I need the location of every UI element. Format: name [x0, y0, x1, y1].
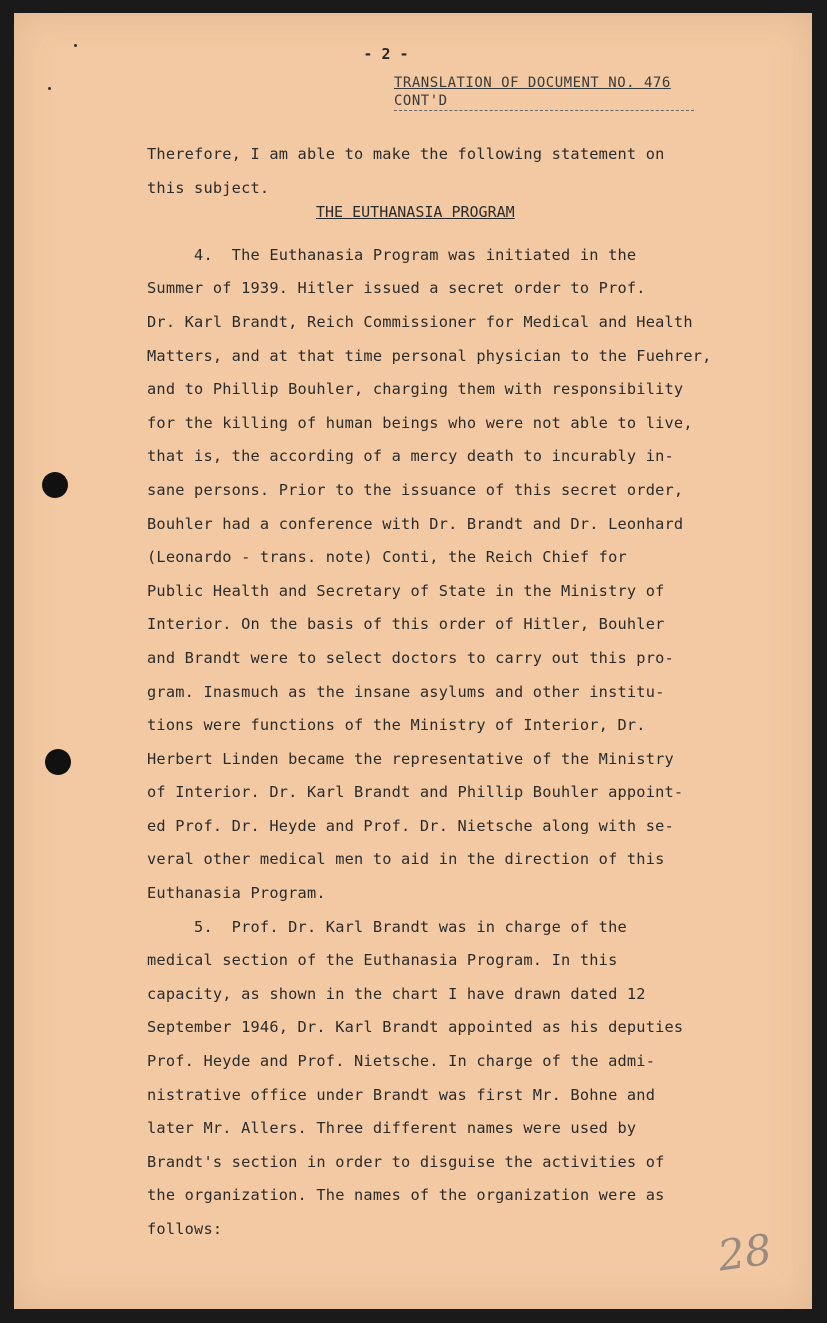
punch-hole	[45, 749, 71, 775]
paragraph-4-line: veral other medical men to aid in the direction of this	[147, 850, 665, 869]
paragraph-5-line: September 1946, Dr. Karl Brandt appointed as his deputies	[147, 1018, 684, 1037]
paragraph-4-line: Public Health and Secretary of State in the Ministry of	[147, 581, 665, 600]
paragraph-5-line: Prof. Heyde and Prof. Nietsche. In charge of the admi-	[147, 1052, 656, 1071]
paragraph-5-line: 5. Prof. Dr. Karl Brandt was in charge of the	[147, 917, 627, 936]
paragraph-4-line: Herbert Linden became the representative of the Ministry	[147, 749, 674, 768]
page-number: - 2 -	[363, 45, 409, 63]
paragraph-5-line: medical section of the Euthanasia Program. In this	[147, 951, 618, 970]
paragraph-4-line: tions were functions of the Ministry of Interior, Dr.	[147, 716, 646, 735]
paragraph-5-line: later Mr. Allers. Three different names were used by	[147, 1119, 637, 1138]
paragraph-4-line: 4. The Euthanasia Program was initiated in the	[147, 245, 637, 264]
paragraph-4-line: Euthanasia Program.	[147, 884, 326, 903]
handwritten-page-note: 28	[714, 1224, 775, 1281]
paper-speck	[74, 44, 77, 47]
paragraph-5-line: the organization. The names of the organization were as	[147, 1186, 665, 1205]
paragraph-4-line: and to Phillip Bouhler, charging them with responsibility	[147, 380, 684, 399]
paragraph-4-line: of Interior. Dr. Karl Brandt and Phillip Bouhler appoint-	[147, 783, 684, 802]
document-body	[147, 138, 767, 1247]
punch-hole	[42, 472, 68, 498]
intro-line: Therefore, I am able to make the following statement on	[147, 145, 665, 163]
paragraph-4-line: and Brandt were to select doctors to carry out this pro-	[147, 648, 674, 667]
paragraph-4-line: for the killing of human beings who were not able to live,	[147, 413, 693, 432]
paragraph-4-line: Dr. Karl Brandt, Reich Commissioner for Medical and Health	[147, 312, 693, 331]
section-title: THE EUTHANASIA PROGRAM	[316, 203, 515, 221]
intro-line: this subject.	[147, 178, 270, 197]
paragraph-4-line: Bouhler had a conference with Dr. Brandt and Dr. Leonhard	[147, 514, 684, 533]
paragraph-4-line: ed Prof. Dr. Heyde and Prof. Dr. Nietsche along with se-	[147, 816, 674, 835]
header-line-1: TRANSLATION OF DOCUMENT NO. 476	[394, 75, 671, 91]
paragraph-4-line: (Leonardo - trans. note) Conti, the Reich Chief for	[147, 548, 627, 567]
paragraph-4-line: Interior. On the basis of this order of Hitler, Bouhler	[147, 615, 665, 634]
paragraph-4-line: Summer of 1939. Hitler issued a secret order to Prof.	[147, 279, 646, 298]
paper-speck	[48, 87, 51, 90]
paragraph-4-line: that is, the according of a mercy death to incurably in-	[147, 447, 674, 466]
title-spacer	[147, 205, 767, 239]
translation-header	[394, 74, 724, 111]
paragraph-5-line: capacity, as shown in the chart I have drawn dated 12	[147, 984, 646, 1003]
paragraph-5-line: nistrative office under Brandt was first Mr. Bohne and	[147, 1085, 656, 1104]
paragraph-4-line: sane persons. Prior to the issuance of this secret order,	[147, 480, 684, 499]
paragraph-5-line: Brandt's section in order to disguise the activities of	[147, 1152, 665, 1171]
header-line-2: CONT'D	[394, 92, 694, 111]
paragraph-4-line: Matters, and at that time personal physician to the Fuehrer,	[147, 346, 712, 365]
paragraph-5-line: follows:	[147, 1220, 223, 1238]
paragraph-4-line: gram. Inasmuch as the insane asylums and other institu-	[147, 682, 665, 701]
